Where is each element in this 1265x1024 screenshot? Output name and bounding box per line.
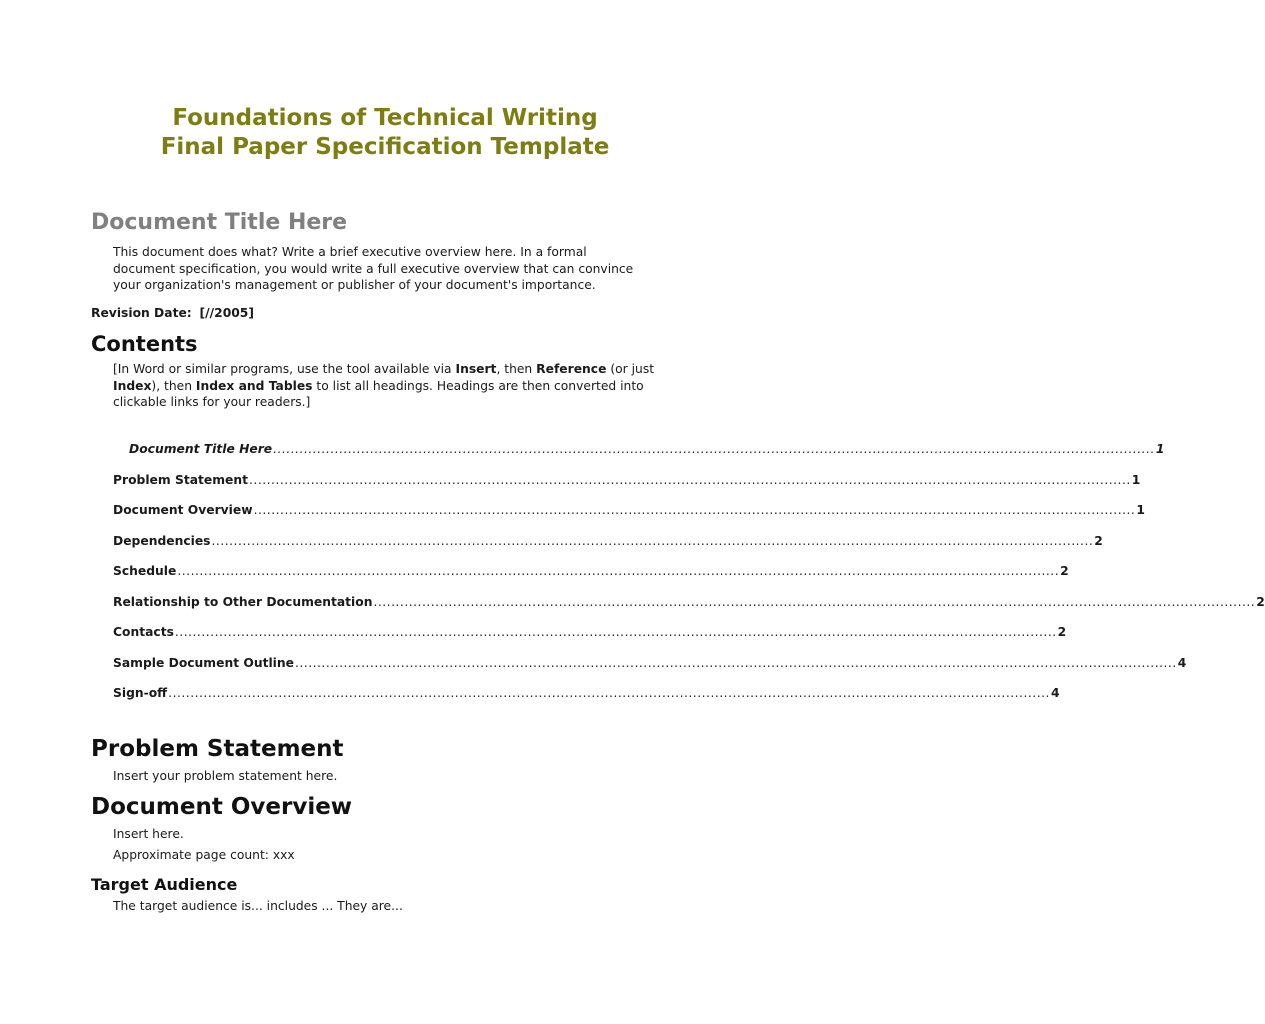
summary-line: This document does what? Write a brief executive overview here. In a formal xyxy=(113,245,587,259)
toc-entry-contacts[interactable] xyxy=(113,623,1067,639)
revision-label: Revision Date: xyxy=(91,306,192,320)
instruction-text: , then xyxy=(496,362,537,376)
toc-entry-dependencies[interactable] xyxy=(113,532,1103,548)
toc-page-number: 4 xyxy=(1177,656,1187,670)
toc-leader-dots: ........................................................................................................................................................................................................ xyxy=(249,473,1131,487)
toc-page-number: 2 xyxy=(1094,534,1103,548)
toc-entry-sign-off[interactable] xyxy=(113,684,1060,700)
document-overview-body: Insert here. xyxy=(113,827,184,841)
toc-entry-sample-outline[interactable] xyxy=(113,654,1187,670)
toc-leader-dots: ........................................................................................................................................................................................................ xyxy=(174,625,1057,639)
summary-line: document specification, you would write a full executive overview that can convince xyxy=(113,261,634,276)
instruction-text: ), then xyxy=(151,378,196,393)
problem-statement-heading: Problem Statement xyxy=(91,736,344,762)
executive-summary xyxy=(113,244,673,294)
revision-value: [//2005] xyxy=(199,306,254,320)
instruction-index: Index xyxy=(113,378,152,393)
toc-page-number: 4 xyxy=(1050,686,1060,700)
toc-leader-dots: ........................................................................................................................................................................................................ xyxy=(177,564,1060,578)
toc-entry-schedule[interactable] xyxy=(113,562,1069,578)
toc-page-number: 1 xyxy=(1136,503,1145,517)
toc-leader-dots: ........................................................................................................................................................................................................ xyxy=(168,686,1050,700)
instruction-insert: Insert xyxy=(455,362,497,376)
page-count-line: Approximate page count: xxx xyxy=(113,848,295,862)
toc-entry-label: Schedule xyxy=(113,564,177,578)
target-audience-body: The target audience is... includes ... They are... xyxy=(113,899,403,913)
toc-leader-dots: ........................................................................................................................................................................................................ xyxy=(211,534,1094,548)
revision-date xyxy=(91,306,254,320)
document-overview-heading: Document Overview xyxy=(91,794,353,820)
toc-entry-label: Sample Document Outline xyxy=(113,656,294,670)
toc-entry-label: Document Title Here xyxy=(129,442,273,456)
instruction-text: (or just xyxy=(606,362,655,376)
toc-page-number: 1 xyxy=(1155,442,1165,456)
toc-page-number: 1 xyxy=(1131,473,1141,487)
toc-entry-relationship[interactable] xyxy=(113,593,1265,609)
toc-entry-label: Problem Statement xyxy=(113,473,249,487)
toc-entry-document-overview[interactable] xyxy=(113,501,1145,517)
toc-leader-dots: ........................................................................................................................................................................................................ xyxy=(294,656,1177,670)
instruction-index-tables: Index and Tables xyxy=(195,378,313,393)
toc-entry-label: Dependencies xyxy=(113,534,211,548)
instruction-text: [In Word or similar programs, use the tool available via xyxy=(113,362,456,376)
contents-instruction xyxy=(113,361,661,411)
toc-entry-problem-statement[interactable] xyxy=(113,471,1141,487)
toc-entry-label: Sign-off xyxy=(113,686,168,700)
contents-heading: Contents xyxy=(91,332,198,356)
toc-page-number: 2 xyxy=(1060,564,1069,578)
toc-leader-dots: ........................................................................................................................................................................................................ xyxy=(253,503,1136,517)
toc-entry-label: Contacts xyxy=(113,625,174,639)
instruction-text: to list all headings. Headings are then converted into clickable links for your readers.] xyxy=(113,378,644,410)
page-title-line-1: Foundations of Technical Writing xyxy=(172,105,598,131)
toc-entry-label: Relationship to Other Documentation xyxy=(113,595,373,609)
toc-entry-document-title[interactable] xyxy=(129,440,1165,456)
instruction-reference: Reference xyxy=(536,362,607,376)
summary-line: your organization's management or publisher of your document's importance. xyxy=(113,278,596,293)
problem-statement-body: Insert your problem statement here. xyxy=(113,769,338,783)
toc-entry-label: Document Overview xyxy=(113,503,253,517)
page-title-line-2: Final Paper Specification Template xyxy=(160,134,610,160)
toc-page-number: 2 xyxy=(1256,595,1265,609)
toc-leader-dots: ........................................................................................................................................................................................................ xyxy=(373,595,1256,609)
document-title: Document Title Here xyxy=(91,210,348,235)
toc-page-number: 2 xyxy=(1057,625,1067,639)
target-audience-heading: Target Audience xyxy=(91,875,238,894)
toc-leader-dots: ........................................................................................................................................................................................................ xyxy=(273,442,1155,456)
